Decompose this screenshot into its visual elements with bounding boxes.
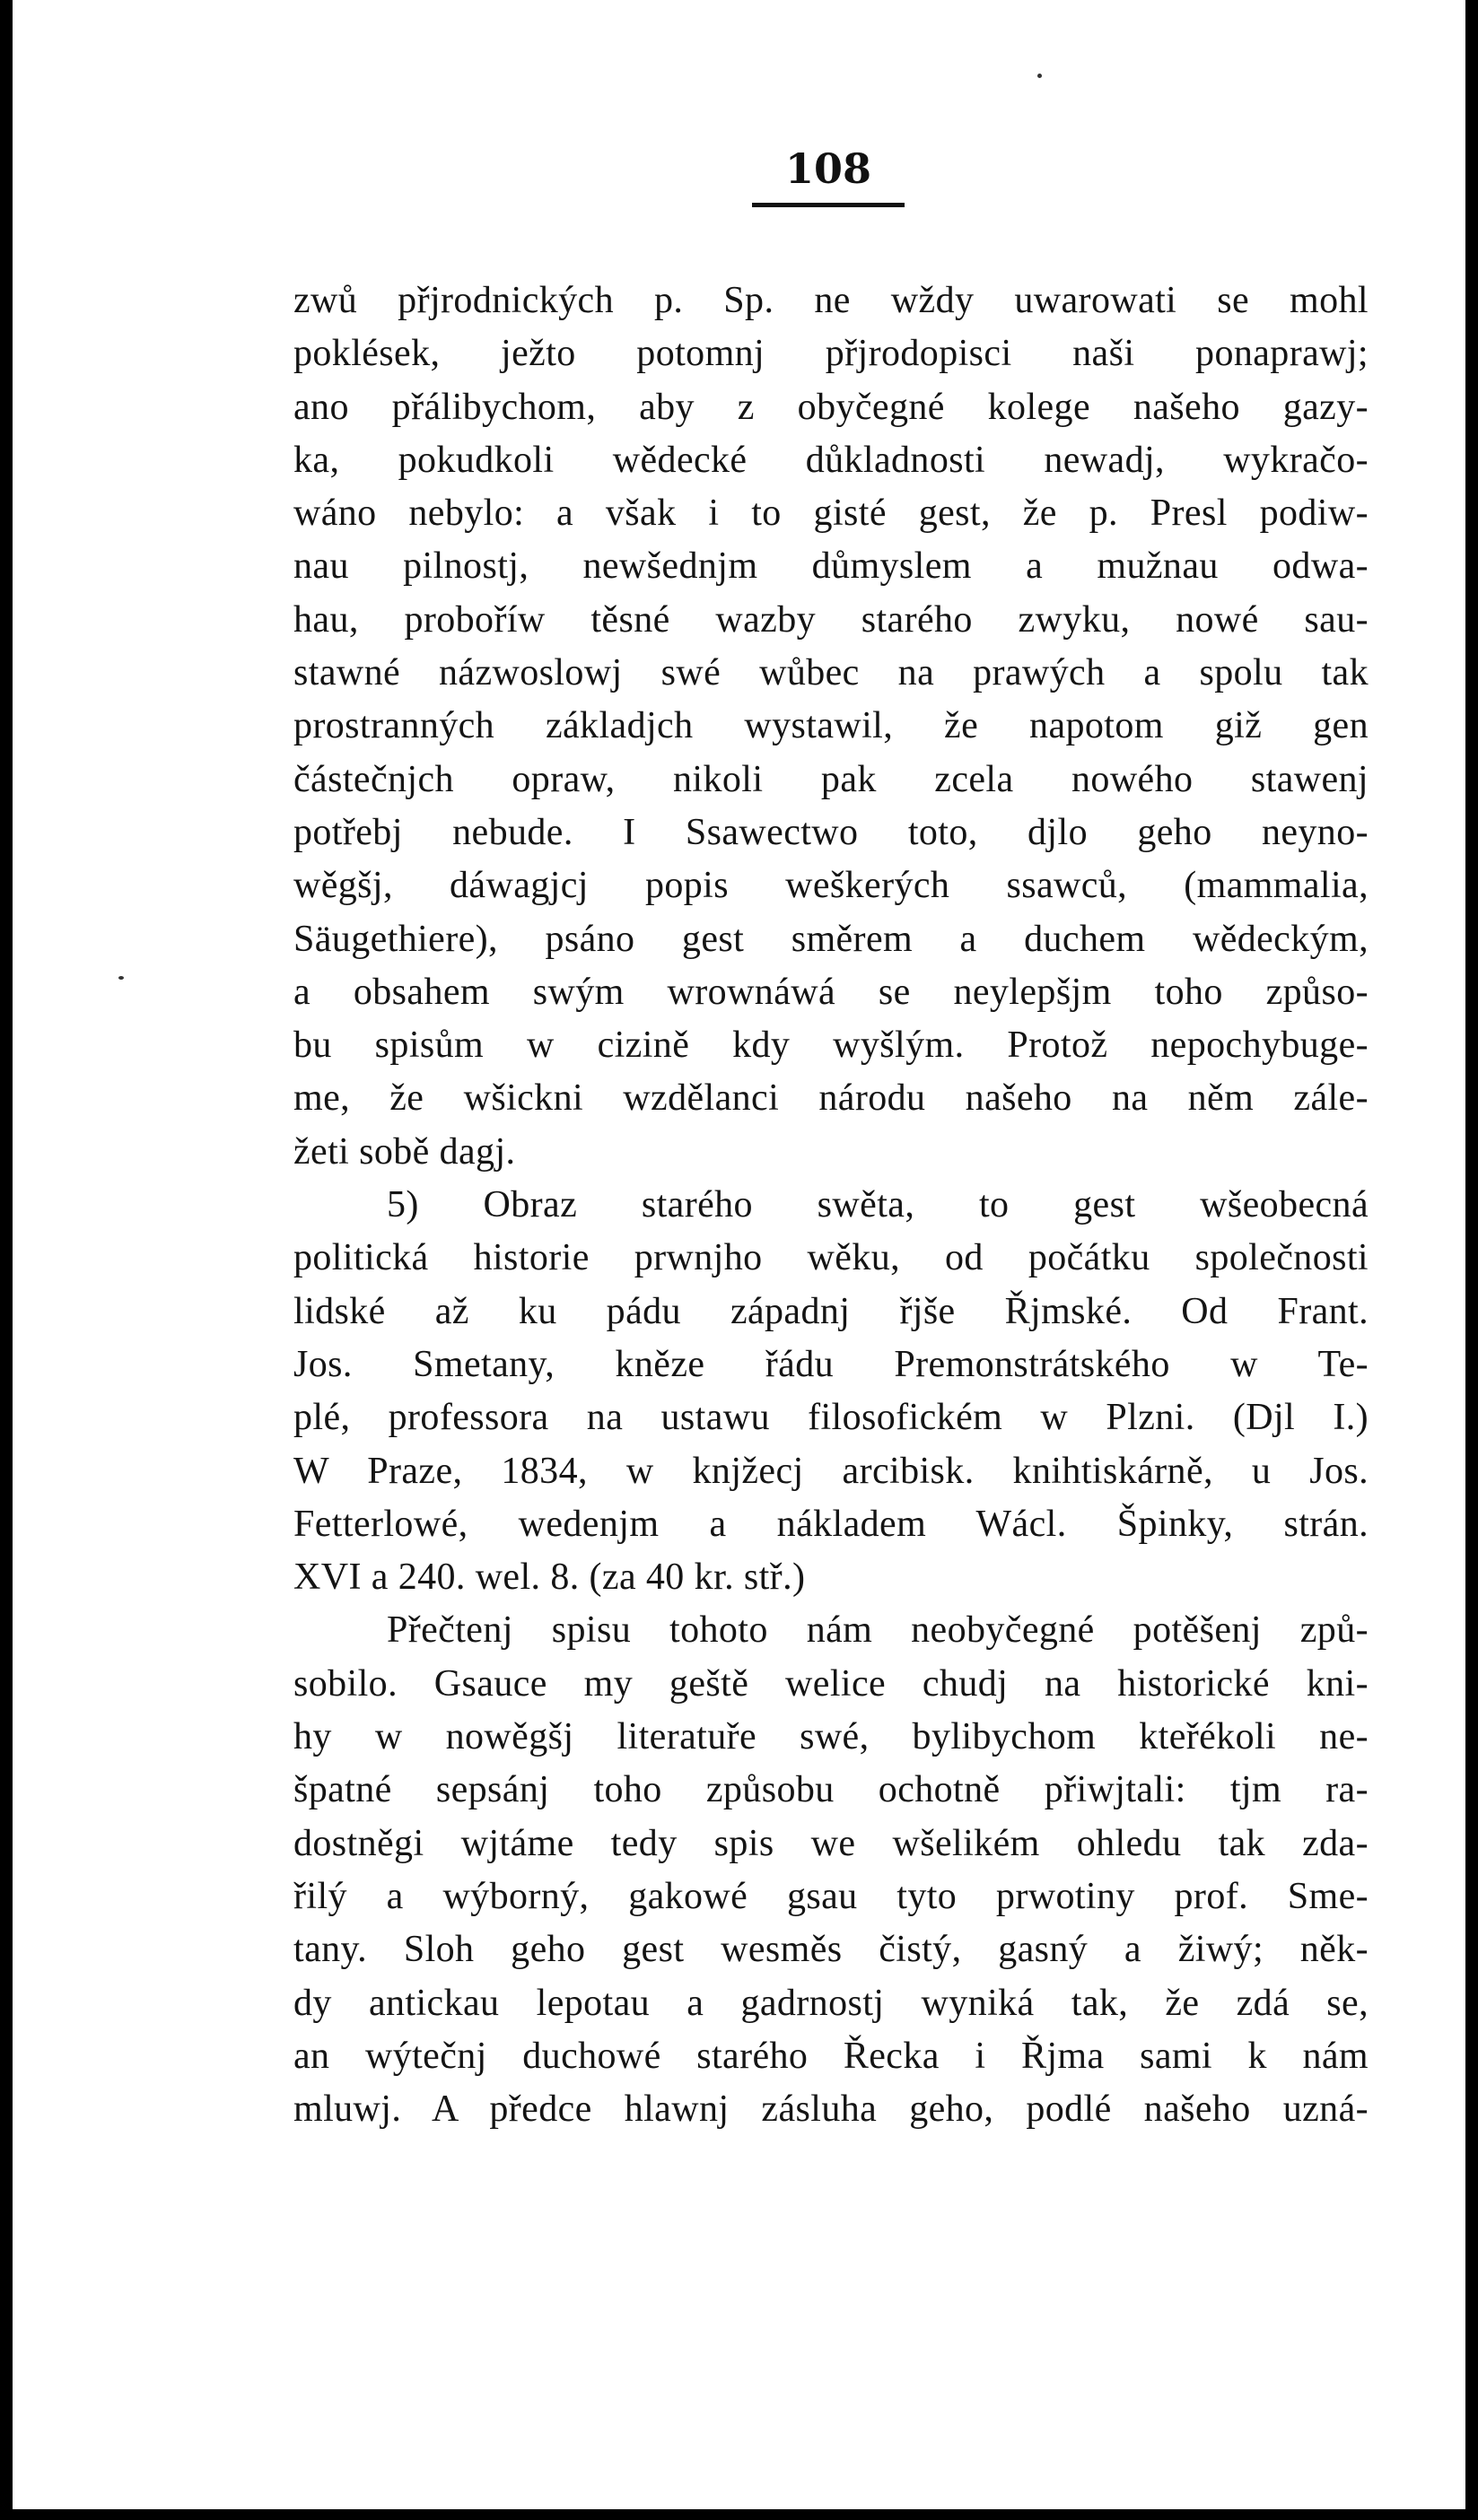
- text-line: ano přálibychom, aby z obyčegné kolege našeho gazy-: [293, 386, 1369, 428]
- text-line: tany. Sloh geho gest wesměs čistý, gasný a žiwý; něk-: [293, 1929, 1369, 1971]
- text-line: politická historie prwnjho wěku, od počátku společnosti: [293, 1237, 1369, 1279]
- scan-border-bottom: [0, 2509, 1478, 2520]
- text-line: wěgšj, dáwagjcj popis weškerých ssawců, (mammalia,: [293, 865, 1369, 907]
- text-line: prostranných základjch wystawil, že napotom giž gen: [293, 705, 1369, 747]
- text-line: stawné názwoslowj swé wůbec na prawých a spolu tak: [293, 652, 1369, 694]
- text-line: ka, pokudkoli wědecké důkladnosti newadj, wykračo-: [293, 439, 1369, 481]
- paragraph-start-line: Přečtenj spisu tohoto nám neobyčegné potěšenj způ-: [387, 1609, 1369, 1652]
- text-line: W Praze, 1834, w knjžecj arcibisk. knihtiskárně, u Jos.: [293, 1450, 1369, 1492]
- text-line: poklések, ježto potomnj přjrodopisci naši ponaprawj;: [293, 333, 1369, 375]
- text-line: a obsahem swým wrownáwá se neylepšjm toho způso-: [293, 971, 1369, 1013]
- text-line: částečnjch opraw, nikoli pak zcela nowého stawenj: [293, 758, 1369, 800]
- paragraph-end-line: XVI a 240. wel. 8. (za 40 kr. stř.): [293, 1556, 806, 1599]
- text-line: dy antickau lepotau a gadrnostj wyniká tak, že zdá se,: [293, 1982, 1369, 2024]
- page-number: 108: [784, 144, 872, 193]
- text-line: plé, professora na ustawu filosofickém w Plzni. (Djl I.): [293, 1397, 1369, 1439]
- text-line: dostněgi wjtáme tedy spis we wšelikém ohledu tak zda-: [293, 1822, 1369, 1864]
- scan-speck: [118, 976, 124, 980]
- scan-speck: [1037, 74, 1042, 78]
- text-line: Jos. Smetany, kněze řádu Premonstrátského w Te-: [293, 1343, 1369, 1385]
- text-line: Säugethiere), psáno gest směrem a duchem wědeckým,: [293, 918, 1369, 960]
- page-number-rule: [752, 203, 905, 207]
- text-line: Fetterlowé, wedenjm a nákladem Wácl. Špinky, strán.: [293, 1503, 1369, 1545]
- entry-heading-line: 5) Obraz starého swěta, to gest wšeobecná: [387, 1184, 1369, 1226]
- text-line: wáno nebylo: a však i to gisté gest, že p. Presl podiw-: [293, 493, 1369, 535]
- text-line: nau pilnostj, newšednjm důmyslem a mužnau odwa-: [293, 545, 1369, 588]
- paragraph-end-line: žeti sobě dagj.: [293, 1130, 516, 1173]
- text-line: hau, proboříw těsné wazby starého zwyku, nowé sau-: [293, 598, 1369, 641]
- text-line: me, že wšickni wzdělanci národu našeho na něm zále-: [293, 1077, 1369, 1120]
- text-line: an wýtečnj duchowé starého Řecka i Řjma sami k nám: [293, 2035, 1369, 2077]
- text-line: zwů přjrodnických p. Sp. ne wždy uwarowati se mohl: [293, 280, 1369, 321]
- text-line: bu spisům w cizině kdy wyšlým. Protož nepochybuge-: [293, 1025, 1369, 1067]
- text-line: lidské až ku pádu západnj řjše Řjmské. Od Frant.: [293, 1290, 1369, 1332]
- text-line: řilý a wýborný, gakowé gsau tyto prwotiny prof. Sme-: [293, 1875, 1369, 1917]
- body-text: [293, 275, 1369, 2136]
- scan-border-left: [0, 0, 13, 2520]
- text-line: potřebj nebude. I Ssawectwo toto, djlo geho neyno-: [293, 811, 1369, 853]
- text-line: mluwj. A předce hlawnj zásluha geho, podlé našeho uzná-: [293, 2088, 1369, 2131]
- scan-border-right: [1465, 0, 1478, 2520]
- text-line: hy w nowěgšj literatuře swé, bylibychom kteřékoli ne-: [293, 1716, 1369, 1758]
- text-line: sobilo. Gsauce my geště welice chudj na historické kni-: [293, 1662, 1369, 1705]
- text-line: špatné sepsánj toho způsobu ochotně přiwjtali: tjm ra-: [293, 1769, 1369, 1811]
